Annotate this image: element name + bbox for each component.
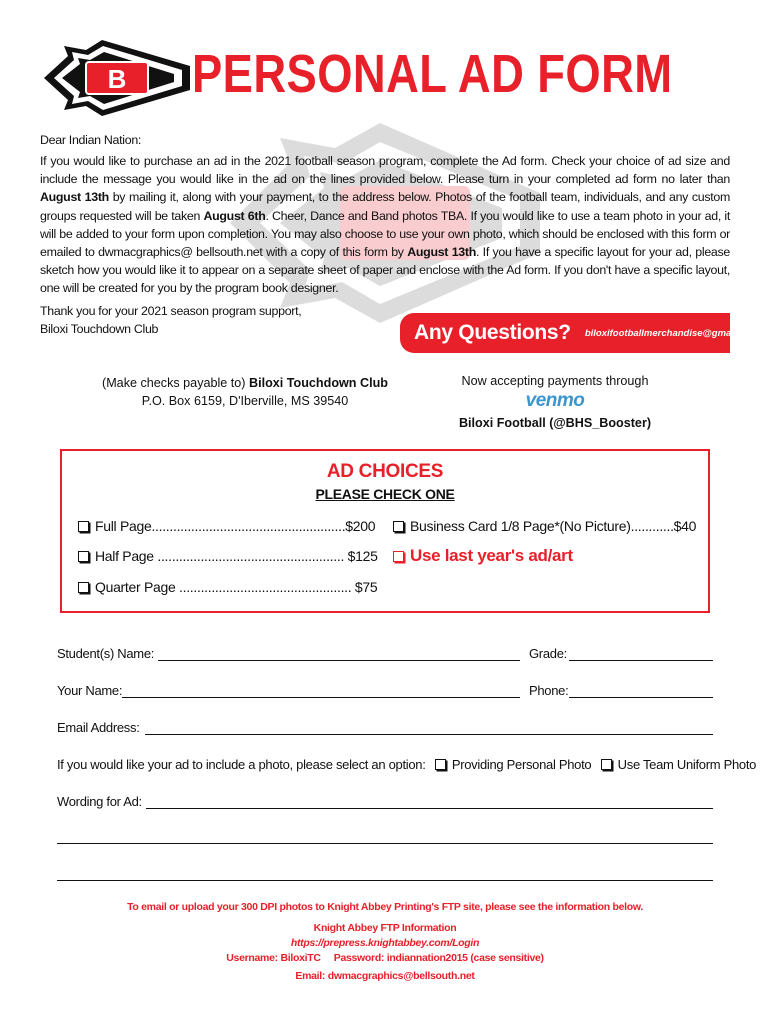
venmo-logo: venmo (525, 390, 585, 411)
photo-option-team[interactable]: Use Team Uniform Photo (617, 757, 757, 772)
checkbox-icon[interactable] (601, 759, 612, 770)
checkbox-icon[interactable] (393, 551, 404, 562)
intro-deadline: August 13th (407, 245, 476, 260)
option-last-year[interactable] (393, 546, 573, 566)
checkbox-icon[interactable] (78, 551, 89, 562)
students-name-field[interactable] (158, 660, 520, 661)
wording-field-line-1[interactable] (146, 808, 713, 809)
wording-label: Wording for Ad: (57, 794, 142, 809)
ftp-url-link[interactable]: https://prepress.knightabbey.com/Login (290, 937, 480, 949)
your-name-label: Your Name: (57, 683, 123, 698)
ad-choices-subtitle: PLEASE CHECK ONE (315, 486, 455, 502)
intro-text: If you would like to purchase an ad in the 2021 football season program, complete the Ad form. Check your choice of ad size and include the message you would like in the ad on the lines provided below. Please turn in your completed ad form no later than (40, 154, 730, 187)
checks-payable-info (40, 374, 450, 410)
contact-email-link[interactable]: Email: dwmacgraphics@bellsouth.net (295, 970, 475, 982)
photo-option-personal[interactable]: Providing Personal Photo (451, 757, 592, 772)
phone-field[interactable] (569, 697, 713, 698)
option-business-card[interactable] (393, 518, 696, 534)
option-label: Business Card 1/8 Page*(No Picture)............$40 (410, 518, 697, 534)
checkbox-icon[interactable] (78, 582, 89, 593)
wording-field-line-2[interactable] (57, 843, 713, 844)
questions-email-link[interactable]: biloxifootballmerchandise@gmail.com (584, 327, 759, 339)
email-field[interactable] (145, 734, 713, 735)
intro-deadline: August 13th (40, 190, 109, 205)
checkbox-icon[interactable] (435, 759, 446, 770)
ad-choices-title: AD CHOICES (326, 461, 444, 482)
checks-payee: Biloxi Touchdown Club (249, 376, 388, 390)
grade-label: Grade: (529, 646, 567, 661)
mailing-address: P.O. Box 6159, D'Iberville, MS 39540 (141, 394, 349, 408)
greeting: Dear Indian Nation: (40, 133, 142, 147)
ftp-credentials (0, 952, 770, 964)
thank-you-note (40, 302, 301, 338)
page-title: PERSONAL AD FORM (192, 44, 673, 104)
checks-prefix: (Make checks payable to) (102, 376, 249, 390)
venmo-handle: Biloxi Football (@BHS_Booster) (458, 416, 652, 430)
venmo-info (440, 372, 670, 432)
checkbox-icon[interactable] (393, 521, 404, 532)
ftp-username: Username: BiloxiTC (226, 952, 321, 964)
your-name-field[interactable] (122, 697, 520, 698)
option-label: Use last year's ad/art (410, 546, 573, 565)
upload-note: To email or upload your 300 DPI photos to Knight Abbey Printing's FTP site, please see the information below. (127, 901, 643, 913)
arrowhead-logo (40, 38, 195, 118)
option-label: Half Page .................................................... $125 (95, 548, 378, 564)
ftp-title: Knight Abbey FTP Information (313, 922, 457, 934)
questions-banner (400, 313, 759, 353)
students-name-label: Student(s) Name: (57, 646, 155, 661)
ftp-password: Password: indiannation2015 (case sensitive) (333, 952, 544, 964)
thank-you-line: Thank you for your 2021 season program support, (40, 304, 302, 318)
grade-field[interactable] (569, 660, 713, 661)
questions-label: Any Questions? (414, 321, 571, 344)
option-half-page[interactable] (78, 548, 378, 564)
intro-text: . If you have a specific layout for your ad, please sketch how you would like it to appear on a separate sheet of paper and enclose with the Ad form. If you don't have a specific layout, one will be created for you by the program book designer. (40, 245, 731, 296)
logo-letter: B (107, 64, 127, 94)
email-label: Email Address: (57, 720, 140, 735)
intro-text: by mailing it, along with your payment, to the address below. Photos of the football team, individuals, and any custom groups requested will be taken (40, 190, 730, 223)
checkbox-icon[interactable] (78, 521, 89, 532)
signature-line: Biloxi Touchdown Club (40, 322, 159, 337)
intro-paragraph (40, 152, 730, 298)
wording-field-line-3[interactable] (57, 880, 713, 881)
photo-option-row (57, 757, 756, 772)
phone-label: Phone: (529, 683, 569, 698)
intro-text: . Cheer, Dance and Band photos TBA. If you would like to use a team photo in your ad, it will be added to your form upon completion. You may also choose to use your own photo, which should be enclosed with this form or emailed to dwmacgraphics@ bellsouth.net with a copy of this form by (40, 208, 731, 260)
option-full-page[interactable] (78, 518, 375, 534)
venmo-intro: Now accepting payments through (461, 374, 649, 388)
option-label: Quarter Page ................................................ $75 (95, 579, 378, 595)
option-label: Full Page......................................................$200 (95, 518, 376, 534)
photo-prompt: If you would like your ad to include a photo, please select an option: (57, 757, 426, 772)
option-quarter-page[interactable] (78, 579, 377, 595)
intro-deadline: August 6th (203, 208, 266, 223)
